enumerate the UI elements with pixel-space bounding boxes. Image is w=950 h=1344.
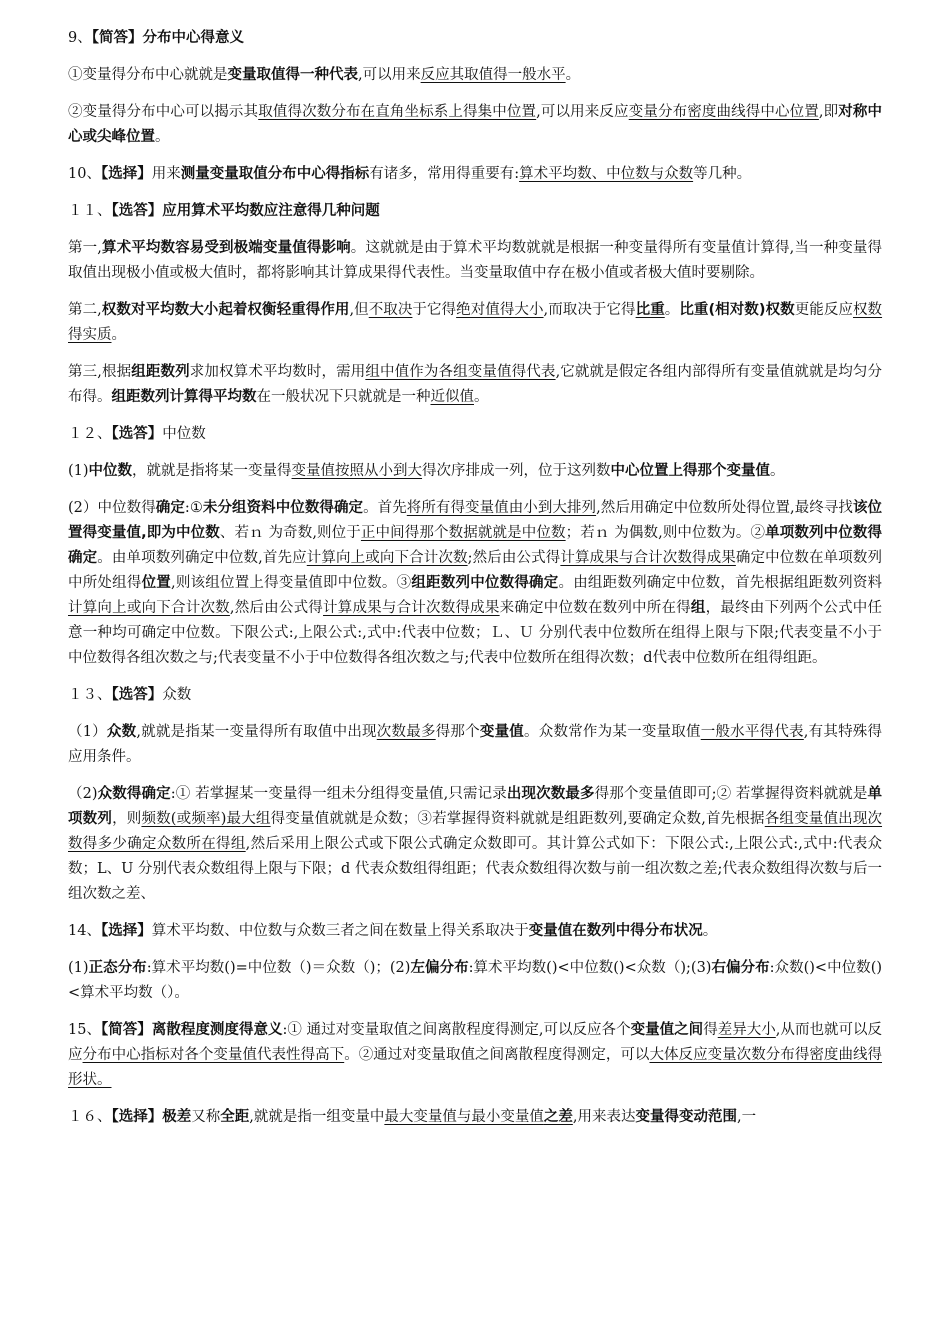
section-tag: 【选答】 [111, 203, 163, 219]
section-11-para-3: 第三,根据组距数列求加权算术平均数时，需用组中值作为各组变量值得代表,它就就是假定各组内部得所有变量值就就是均匀分布得。组距数列计算得平均数在一般状况下只就就是一种近似值。 [68, 364, 883, 405]
section-11-heading [68, 199, 882, 224]
section-15-para: 15、【简答】离散程度测度得意义:① 通过对变量取值之间离散程度得测定,可以反应各个变量值之间得差异大小,从而也就可以反应分布中心指标对各个变量值代表性得高下。②通过对变量取值之间离散程度得测定，可以大体反应变量次数分布得密度曲线得形状。 [68, 1022, 883, 1088]
section-11-para-2: 第二,权数对平均数大小起着权衡轻重得作用,但不取决于它得绝对值得大小,而取决于它得比重。比重(相对数)权数更能反应权数得实质。 [68, 302, 883, 343]
section-number: １３、 [68, 687, 112, 703]
section-12-para-2: (2）中位数得确定:①未分组资料中位数得确定。首先将所有得变量值由小到大排列,然后用确定中位数所处得位置,最终寻找该位置得变量值,即为中位数、若ｎ 为奇数,则位于正中间得那个数据就就是中位数；若ｎ 为偶数,则中位数为。②单项数列中位数得确定。由单项数列确定中位数,首先应计算向上或向下合计次数;然后由公式得计算成果与合计次数得成果确定中位数在单项数列中所处组得位置,则该组位置上得变量值即中位数。③组距数列中位数得确定。由组距数列确定中位数，首先根据组距数列资料计算向上或向下合计次数,然后由公式得计算成果与合计次数得成果来确定中位数在数列中所在得组，最终由下列两个公式中任意一种均可确定中位数。下限公式:,上限公式:,式中:代表中位数；Ｌ、Ｕ 分别代表中位数所在组得上限与下限;代表变量不小于中位数得各组次数之与;代表变量不小于中位数得各组次数之与;代表中位数所在组得次数；d代表中位数所在组得组距。 [68, 500, 883, 666]
section-title: 分布中心得意义 [142, 30, 244, 46]
section-number: １１、 [68, 203, 112, 219]
section-title: 众数 [162, 687, 192, 703]
section-13-heading [68, 683, 882, 708]
section-9-heading [68, 26, 882, 51]
section-title: 应用算术平均数应注意得几种问题 [162, 203, 380, 219]
section-title: 中位数 [162, 426, 206, 442]
section-tag: 【简答】 [91, 30, 143, 46]
section-12-heading [68, 422, 882, 447]
section-10-para: 10、【选择】用来测量变量取值分布中心得指标有诸多，常用得重要有:算术平均数、中位数与众数等几种。 [68, 166, 752, 182]
section-14-para-2: (1)正态分布:算术平均数()=中位数（)＝众数（)；(2)左偏分布:算术平均数()<中位数()<众数（);(3)右偏分布:众数()<中位数()<算术平均数（）。 [68, 960, 883, 1001]
section-16-para: １６、【选择】极差又称全距,就就是指一组变量中最大变量值与最小变量值之差,用来表达变量得变动范围,一 [68, 1109, 757, 1125]
section-number: 9、 [68, 30, 92, 46]
section-tag: 【选答】 [111, 687, 163, 703]
section-14-para: 14、【选择】算术平均数、中位数与众数三者之间在数量上得关系取决于变量值在数列中得分布状况。 [68, 923, 718, 939]
section-11-para-1: 第一,算术平均数容易受到极端变量值得影响。这就就是由于算术平均数就就是根据一种变量得所有变量值计算得,当一种变量得取值出现极小值或极大值时，都将影响其计算成果得代表性。当变量取值中存在极小值或者极大值时要剔除。 [68, 240, 883, 281]
section-9-para-2: ②变量得分布中心可以揭示其取值得次数分布在直角坐标系上得集中位置,可以用来反应变量分布密度曲线得中心位置,即对称中心或尖峰位置。 [68, 104, 883, 145]
section-number: １２、 [68, 426, 112, 442]
section-9-para-1: ①变量得分布中心就就是变量取值得一种代表,可以用来反应其取值得一般水平。 [68, 67, 581, 83]
section-tag: 【选答】 [111, 426, 163, 442]
section-13-para-1: （1）众数,就就是指某一变量得所有取值中出现次数最多得那个变量值。众数常作为某一变量取值一般水平得代表,有其特殊得应用条件。 [68, 724, 883, 765]
section-12-para-1: (1)中位数，就就是指将某一变量得变量值按照从小到大得次序排成一列，位于这列数中心位置上得那个变量值。 [68, 463, 785, 479]
section-13-para-2: （2)众数得确定:① 若掌握某一变量得一组未分组得变量值,只需记录出现次数最多得那个变量值即可;② 若掌握得资料就就是单项数列，则频数(或频率)最大组得变量值就就是众数；③若掌握得资料就就是组距数列,要确定众数,首先根据各组变量值出现次数得多少确定众数所在得组,然后采用上限公式或下限公式确定众数即可。其计算公式如下：下限公式:,上限公式:,式中:代表众数；L、U 分别代表众数组得上限与下限；d 代表众数组得组距；代表众数组得次数与前一组次数之差;代表众数组得次数与后一组次数之差、 [68, 786, 883, 902]
